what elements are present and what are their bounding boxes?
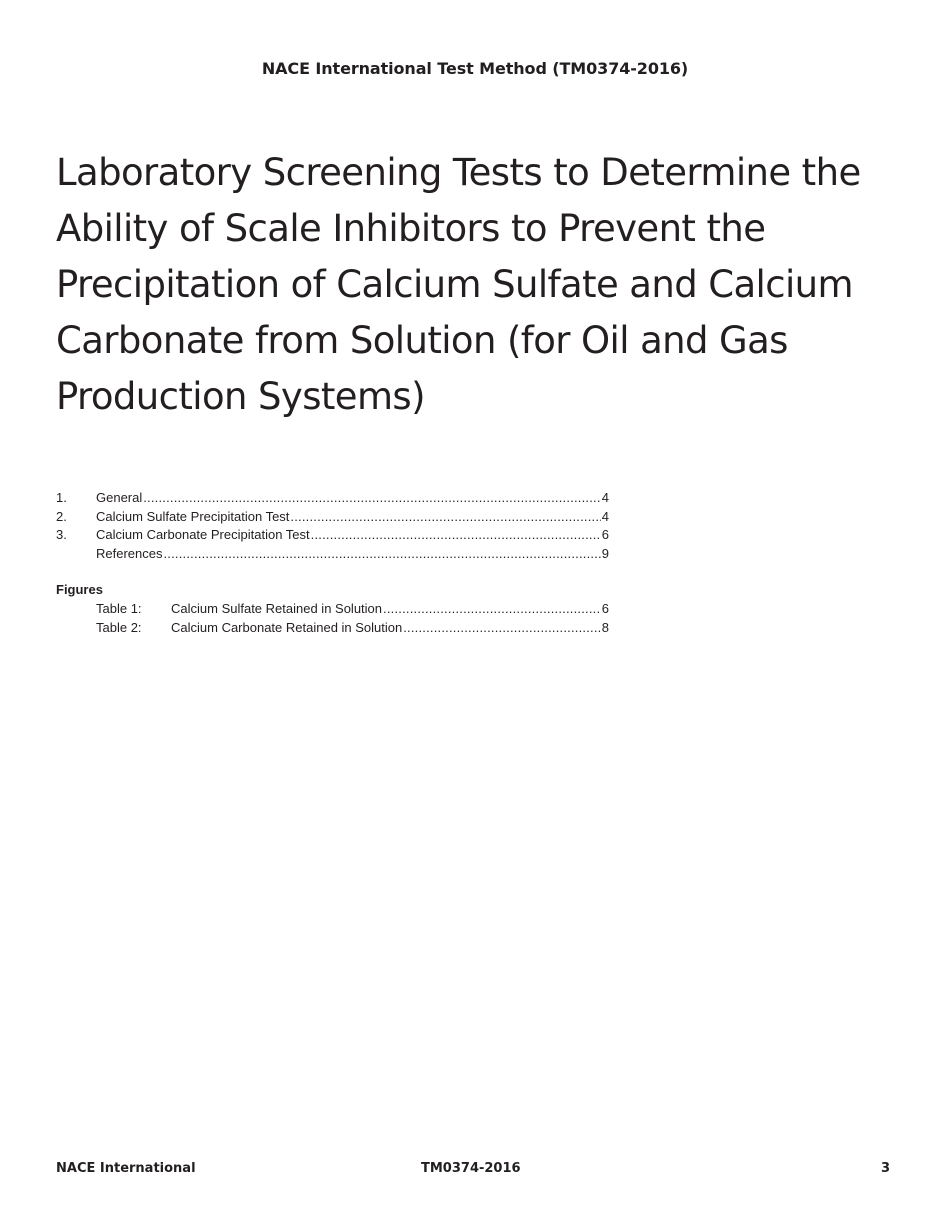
toc-entry-label: General (96, 490, 143, 505)
toc-dot-leader (290, 508, 600, 527)
toc-entry-page: 6 (601, 527, 609, 543)
running-header: NACE International Test Method (TM0374-2016) (261, 59, 689, 78)
footer-page-number: 3 (880, 1161, 890, 1176)
toc-entry-page: 9 (601, 545, 609, 561)
toc-entry[interactable] (56, 489, 609, 508)
toc-entry-page: 4 (601, 490, 609, 505)
toc-entry[interactable] (56, 508, 609, 527)
toc-entry-label: Calcium Carbonate Precipitation Test (96, 527, 310, 543)
toc-entry-number: 3. (56, 527, 67, 543)
toc-entry[interactable] (56, 526, 609, 545)
toc-entry-number: 1. (56, 490, 67, 505)
toc-entry-label: References (96, 545, 163, 561)
toc-figure-entry[interactable] (56, 600, 609, 619)
footer-document-id: TM0374-2016 (421, 1161, 521, 1176)
toc-dot-leader (311, 526, 601, 545)
toc-dot-leader (143, 489, 601, 508)
figures-heading: Figures (56, 582, 103, 598)
toc-entry-number: 2. (56, 508, 67, 524)
toc-entry[interactable] (56, 545, 609, 564)
document-title: Laboratory Screening Tests to Determine the Ability of Scale Inhibitors to Prevent the Precipitation of Calcium Sulfate and Calcium Carbonate from Solution (for Oil and Gas Production Systems) (56, 151, 861, 418)
toc-entry-page: 4 (601, 508, 609, 524)
toc-dot-leader (383, 600, 601, 619)
toc-figure-label: Calcium Sulfate Retained in Solution (171, 600, 383, 616)
table-of-contents (56, 489, 609, 637)
toc-dot-leader (163, 545, 600, 564)
toc-figure-number: Table 2: (96, 619, 142, 635)
toc-figure-page: 8 (601, 619, 609, 635)
toc-figure-page: 6 (601, 600, 609, 616)
toc-figure-label: Calcium Carbonate Retained in Solution (171, 619, 403, 635)
toc-dot-leader (403, 619, 601, 638)
footer-organization: NACE International (56, 1161, 196, 1176)
page-footer (56, 1160, 890, 1180)
toc-figure-entry[interactable] (56, 619, 609, 638)
toc-entry-label: Calcium Sulfate Precipitation Test (96, 508, 290, 524)
toc-figure-number: Table 1: (96, 600, 142, 616)
